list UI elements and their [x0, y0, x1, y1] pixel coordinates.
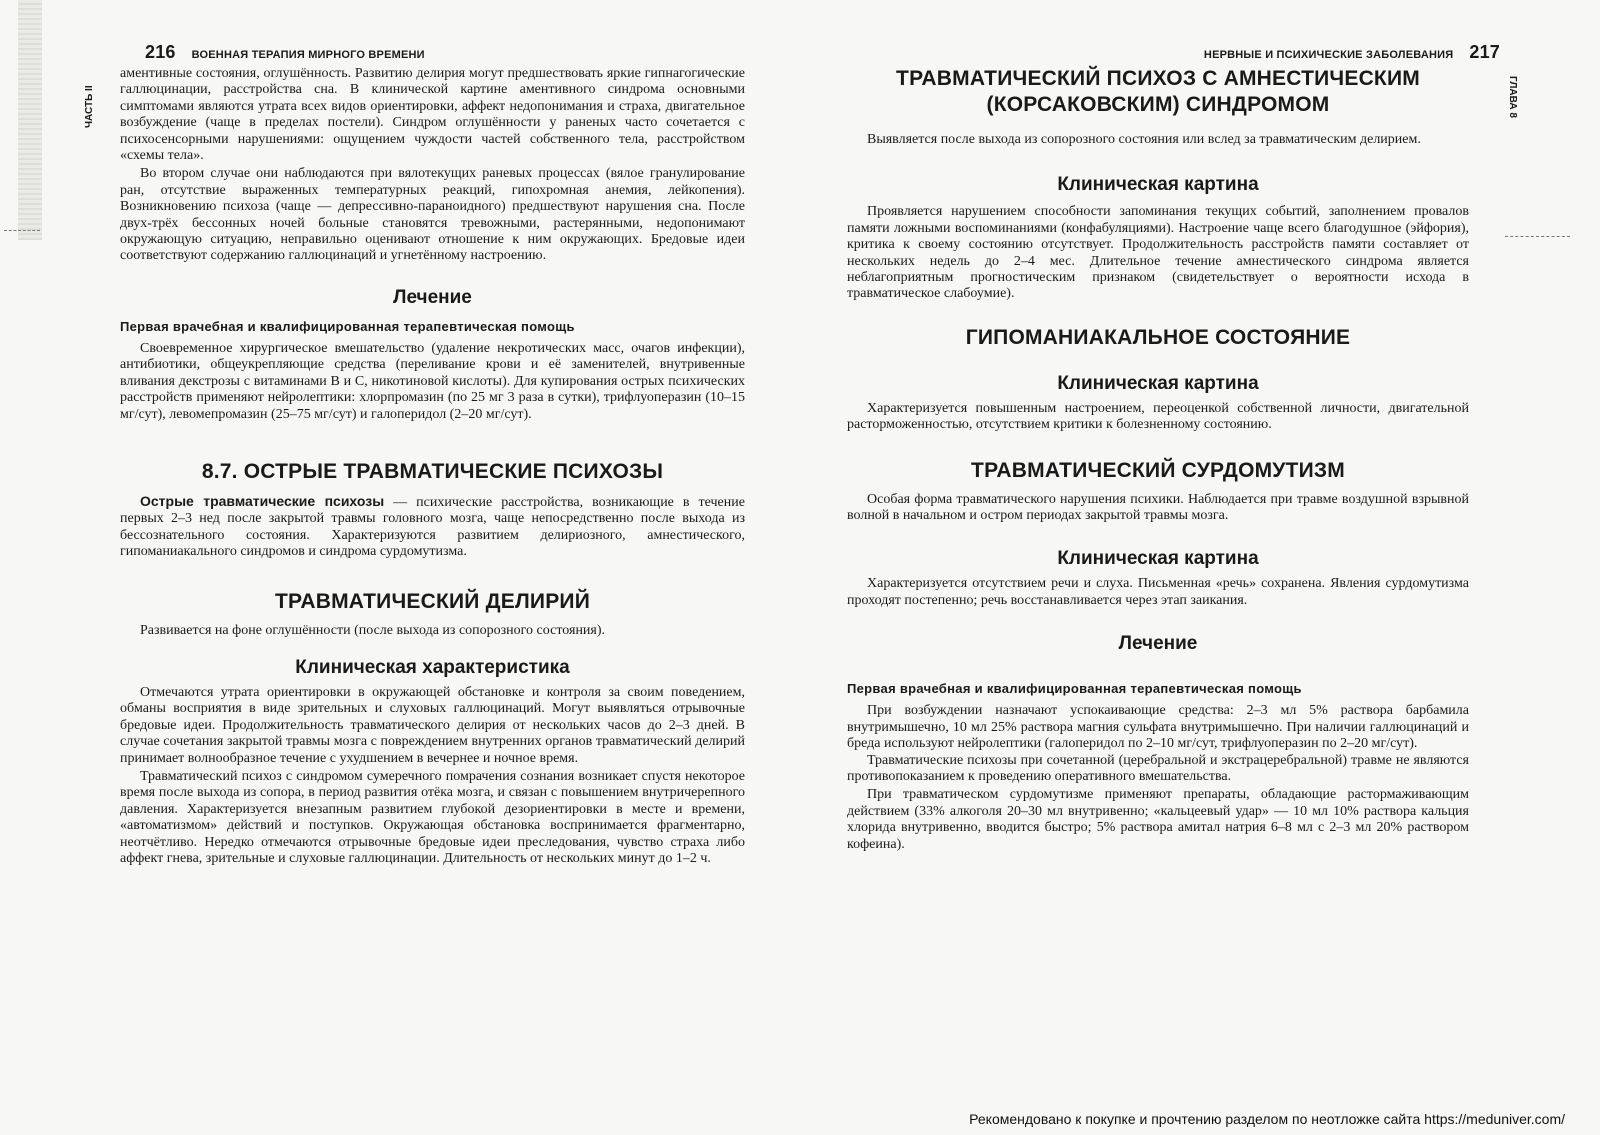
paragraph: Особая форма травматического нарушения психики. Наблюдается при травме воздушной взрывной волной в начальном и остром периодах закрытой травмы мозга. [847, 491, 1469, 524]
paragraph: Выявляется после выхода из сопорозного состояния или вслед за травматическим делирием. [867, 132, 1421, 147]
paragraph: Своевременное хирургическое вмешательство (удаление некротических масс, очагов инфекции), антибиотики, общеукрепляющие средства (переливание крови и её заменителей, внутривенные вливания декстрозы с витаминами B и C, никотиновой кислоты). Для купирования острых психических расстройств применяют нейролептики: хлорпромазин (по 25 мг 3 раза в сутки), трифлуоперазин (10–15 мг/сут), левомепромазин (25–75 мг/сут) и галоперидол (2–20 мг/сут). [120, 340, 745, 422]
paragraph: аментивные состояния, оглушённость. Развитию делирия могут предшествовать яркие гипнагогические галлюцинации, расстройства сна. В клинической картине аментивного синдрома основными симптомами являются утрата всех видов ориентировки, аффект недопонимания и страха, двигательное возбуждение (чаще в пределах постели). Синдром оглушённости у раненых часто сочетается с психосенсорными нарушениями: ощущением чуждости частей собственного тела, расстройством «схемы тела». [120, 66, 745, 164]
paragraph: Отмечаются утрата ориентировки в окружающей обстановке и контроля за своим поведением, обманы восприятия в виде зрительных и слуховых галлюцинаций. Могут выявляться отрывочные бредовые идеи. Продолжительность травматического делирия от нескольких часов до 2–3 дней. В случае сочетания закрытой травмы мозга с повреждением внутренних органов травматический делирий принимает волнообразное течение с ухудшением в вечернее и ночное время. [120, 684, 745, 766]
heading-clinical: Клиническая характеристика [295, 656, 570, 678]
paragraph: При травматическом сурдомутизме применяют препараты, обладающие растормаживающим действием (33% алкоголя 20–30 мл внутривенно; «кальцеевый удар» — 10 мл 10% раствора кальция хлорида внутривенно, вводится быстро; 5% раствора амитал натрия 6–8 мл с 2–3 мл 20% раствором кофеина). [847, 787, 1469, 852]
paragraph [120, 493, 745, 561]
paragraph: Во втором случае они наблюдаются при вялотекущих раневых процессах (вялое гранулирование ран, отсутствие выраженных температурных реакций, гипохромная анемия, лейкопения). Возникновению психоза (чаще — депрессивно-параноидного) предшествуют нарушения сна. После двух-трёх бессонных ночей больные становятся тревожными, растерянными, недопонимают окружающую ситуацию, неправильно оценивают отношение к ним окружающих. Бредовые идеи соответствуют содержанию галлюцинаций и угнетённому настроению. [120, 166, 745, 264]
paragraph: Характеризуется отсутствием речи и слуха. Письменная «речь» сохранена. Явления сурдомутизма проходят постепенно; речь восстанавливается через этап заикания. [847, 576, 1469, 608]
paragraph: Проявляется нарушением способности запоминания текущих событий, заполнением провалов памяти ложными воспоминаниями (конфабуляциями). Настроение чаще всего благодушное (эйфория), критика к своему состоянию отсутствует. Продолжительность расстройств памяти составляет от нескольких недель до 2–4 мес. Длительное течение амнестического синдрома является неблагоприятным прогностическим признаком (свидетельствует о вероятности исхода в травматическое слабоумие). [847, 204, 1469, 302]
heading-korsakov: ТРАВМАТИЧЕСКИЙ ПСИХОЗ С АМНЕСТИЧЕСКИМ (КОРСАКОВСКИМ) СИНДРОМОМ [896, 67, 1420, 116]
paragraph: Травматические психозы при сочетанной (церебральной и экстрацеребральной) травме не являются противопоказанием к проведению оперативного вмешательства. [847, 752, 1469, 784]
heading-hypomanic: ГИПОМАНИАКАЛЬНОЕ СОСТОЯНИЕ [965, 325, 1351, 349]
page-edge-strip [18, 0, 42, 240]
page-number-left: 216 [145, 42, 176, 62]
heading-clinical: Клиническая картина [1057, 548, 1259, 570]
heading-clinical: Клиническая картина [1057, 372, 1259, 394]
right-text-column [847, 66, 1469, 853]
paragraph-text: — психические расстройства, возникающие в течение первых 2–3 нед после закрытой травмы головного мозга, чаще непосредственно после выхода из бессознательного состояния. Характеризуются развитием делириозного, амнестического, гипоманиакального синдромов и синдрома сурдомутизма. [120, 494, 745, 560]
chapter-side-tab: ГЛАВА 8 [1507, 76, 1518, 118]
heading-first-aid: Первая врачебная и квалифицированная терапевтическая помощь [120, 318, 575, 334]
heading-clinical: Клиническая картина [1057, 174, 1259, 196]
heading-surdomutism: ТРАВМАТИЧЕСКИЙ СУРДОМУТИЗМ [971, 458, 1345, 482]
part-side-tab: ЧАСТЬ II [84, 85, 95, 128]
running-head-title-left: ВОЕННАЯ ТЕРАПИЯ МИРНОГО ВРЕМЕНИ [191, 49, 425, 61]
heading-treatment: Лечение [393, 286, 472, 308]
right-page [800, 0, 1600, 1135]
running-head-title-right: НЕРВНЫЕ И ПСИХИЧЕСКИЕ ЗАБОЛЕВАНИЯ [1203, 49, 1454, 61]
edge-mark [1505, 236, 1570, 237]
page-number-right: 217 [1469, 42, 1500, 62]
running-head-left [145, 42, 425, 63]
heading-treatment: Лечение [1118, 633, 1198, 655]
heading-delirium: ТРАВМАТИЧЕСКИЙ ДЕЛИРИЙ [274, 589, 590, 613]
left-text-column [120, 66, 745, 867]
paragraph: При возбуждении назначают успокаивающие средства: 2–3 мл 5% раствора барбамила внутримышечно, 10 мл 25% раствора магния сульфата внутримышечно. При наличии галлюцинаций и бреда используют нейролептики (галоперидол по 2–10 мг/сут, трифлуоперазин по 2–20 мг/сут). [847, 703, 1469, 752]
edge-mark [4, 230, 40, 231]
term-bold: Острые травматические психозы [140, 492, 385, 509]
heading-first-aid: Первая врачебная и квалифицированная терапевтическая помощь [847, 681, 1302, 697]
paragraph: Развивается на фоне оглушённости (после выхода из сопорозного состояния). [140, 622, 606, 638]
section-heading: 8.7. ОСТРЫЕ ТРАВМАТИЧЕСКИЕ ПСИХОЗЫ [201, 459, 664, 483]
footer-recommendation: Рекомендовано к покупке и прочтению разделом по неотложке сайта https://meduniver.com/ [969, 1111, 1565, 1127]
paragraph: Травматический психоз с синдромом сумеречного помрачения сознания возникает спустя некоторое время после выхода из сопора, в период развития отёка мозга, и связан с повышением внутричерепного давления. Характеризуется внезапным развитием глубокой дезориентировки в месте и времени, «автоматизмом» действий и поступков. Окружающая обстановка воспринимается фрагментарно, неотчётливо. Нередко отмечаются отрывочные бредовые идеи преследования, чувство страха либо аффект гнева, зрительные и слуховые галлюцинации. Длительность от нескольких минут до 1–2 ч. [120, 768, 745, 866]
running-head-right [1204, 42, 1500, 63]
paragraph: Характеризуется повышенным настроением, переоценкой собственной личности, двигательной расторможенностью, отсутствием критики к болезненному состоянию. [847, 400, 1469, 433]
